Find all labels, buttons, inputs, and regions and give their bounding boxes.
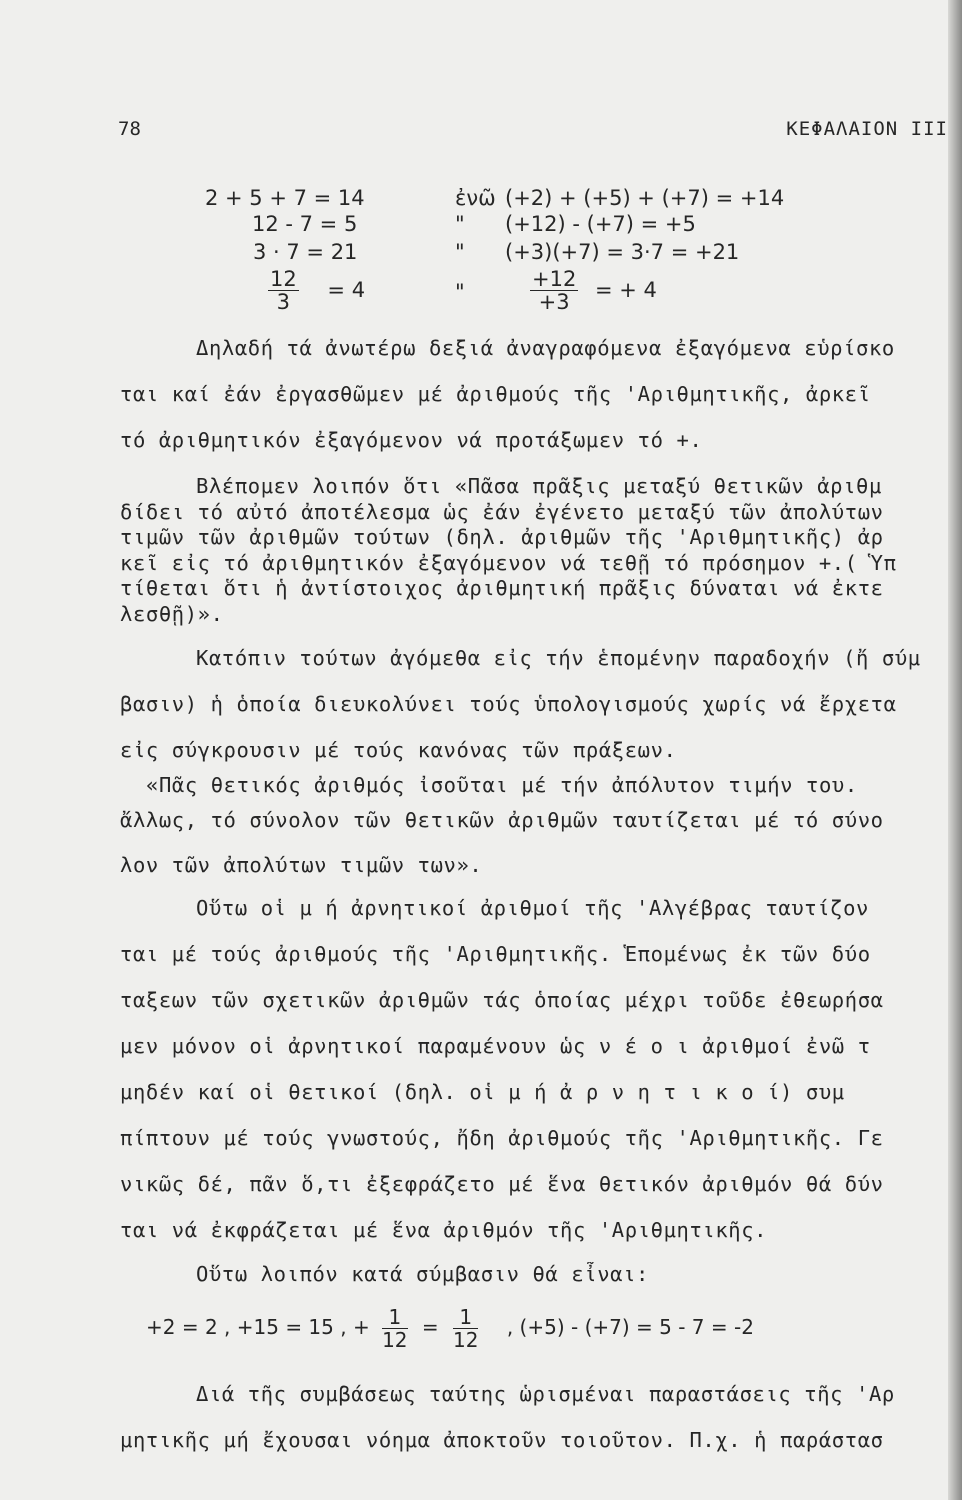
text-line: βασιν) ἡ ὁποία διευκολύνει τούς ὑπολογισμούς χωρίς νά ἔρχετα [120,692,897,716]
fraction-numerator: 12 [270,267,297,291]
text-line: μητικῆς μή ἔχουσαι νόημα ἀποκτοῦν τοιοῦτον. Π.χ. ἡ παράστασ [120,1428,884,1452]
fraction-12-3 [268,268,299,313]
text-line: μηδέν καί οἱ θετικοί (δηλ. οἱ μ ή ἀ ρ ν η τ ι κ ο ί) συμ [120,1080,845,1104]
convention-equation [146,1306,754,1351]
fraction-signed [530,268,578,313]
text-line: ται καί ἐάν ἐργασθῶμεν μέ ἀριθμούς τῆς 'Αριθμητικῆς, ἀρκεῖ [120,382,871,406]
equation-3-right: (+3)(+7) = 3·7 = +21 [505,240,740,264]
equals-sign: = [421,1315,439,1339]
text-line: Οὕτω οἱ μ ή ἀρνητικοί ἀριθμοί τῆς 'Αλγέβρας ταυτίζον [196,896,869,920]
text-line: ται μέ τούς ἀριθμούς τῆς 'Αριθμητικῆς. Ἑπομένως ἐκ τῶν δύο [120,942,871,966]
text-line: κεῖ εἰς τό ἀριθμητικόν ἐξαγόμενον νά τεθῇ τό πρόσημον +.( Ὑπ [120,551,897,575]
chapter-title: ΚΕΦΑΛΑΙΟΝ III [786,118,948,140]
fraction-one-twelfth [453,1306,478,1351]
fraction-numerator: 1 [453,1306,478,1329]
text-line: Βλέπομεν λοιπόν ὅτι «Πᾶσα πρᾶξις μεταξύ θετικῶν ἀριθμ [196,474,882,498]
fraction-result: = + 4 [595,277,657,302]
convention-part-2: , (+5) - (+7) = 5 - 7 = -2 [506,1315,754,1339]
underlined-span: λον τῶν ἀπολύτων τιμῶν των». [120,853,483,877]
fraction-denominator: 12 [382,1328,408,1352]
text-line: λεσθῇ)». [120,602,224,626]
equation-3-ditto: " [455,240,465,264]
text-line: μεν μόνον οἱ ἀρνητικοί παραμένουν ὡς ν έ ο ι ἀριθμοί ἐνῶ τ [120,1034,871,1058]
text-line: Οὕτω λοιπόν κατά σύμβασιν θά εἶναι: [196,1262,649,1286]
text-line: νικῶς δέ, πᾶν ὅ,τι ἐξεφράζετο μέ ἕνα θετικόν ἀριθμόν θά δύν [120,1172,884,1196]
fraction-one-twelfth [382,1306,407,1351]
text-line: ται νά ἐκφράζεται μέ ἕνα ἀριθμόν τῆς 'Αριθμητικῆς. [120,1218,768,1242]
fraction-numerator: +12 [532,267,577,291]
text-line: ταξεων τῶν σχετικῶν ἀριθμῶν τάς ὁποίας μέχρι τοῦδε ἐθεωρήσα [120,988,884,1012]
equation-4-right [530,268,657,313]
text-line: Διά τῆς συμβάσεως ταύτης ὡρισμέναι παραστάσεις τῆς 'Αρ [196,1382,895,1406]
equation-1-right: (+2) + (+5) + (+7) = +14 [505,186,785,210]
equation-2-ditto: " [455,212,465,236]
fraction-denominator: 3 [276,290,291,314]
fraction-denominator: 12 [453,1328,479,1352]
underlined-text-line: «Πᾶς θετικός ἀριθμός ἰσοῦται μέ τήν ἀπόλυτον τιμήν του. [146,773,858,797]
equation-1-conj: ἐνῶ [455,186,496,210]
convention-part-1: +2 = 2 , +15 = 15 , + [146,1315,370,1339]
fraction-numerator: 1 [382,1306,407,1329]
page-number: 78 [118,118,141,140]
equation-1-left: 2 + 5 + 7 = 14 [205,186,365,210]
equation-2-right: (+12) - (+7) = +5 [505,212,696,236]
text-line: εἰς σύγκρουσιν μέ τούς κανόνας τῶν πράξεων. [120,738,677,762]
equation-4-left [268,268,365,313]
equation-3-left: 3 · 7 = 21 [253,240,358,264]
text-line: Κατόπιν τούτων ἀγόμεθα εἰς τήν ἑπομένην παραδοχήν (ἤ σύμ [196,646,921,670]
fraction-denominator: +3 [538,290,570,314]
text-line: δίδει τό αὐτό ἀποτέλεσμα ὡς ἐάν ἐγένετο μεταξύ τῶν ἀπολύτων [120,500,884,524]
text-line: τίθεται ὅτι ἡ ἀντίστοιχος ἀριθμητική πρᾶξις δύναται νά ἐκτε [120,576,884,600]
equation-4-ditto: " [455,280,465,304]
text-line: τιμῶν τῶν ἀριθμῶν τούτων (δηλ. ἀριθμῶν τῆς 'Αριθμητικῆς) ἀρ [120,525,884,549]
text-line: τό ἀριθμητικόν ἐξαγόμενον νά προτάξωμεν τό +. [120,428,703,452]
text-line: πίπτουν μέ τούς γνωστούς, ἤδη ἀριθμούς τῆς 'Αριθμητικῆς. Γε [120,1126,884,1150]
underlined-text-line [120,853,956,877]
fraction-result: = 4 [327,277,366,302]
equation-2-left: 12 - 7 = 5 [252,212,358,236]
text-line: Δηλαδή τά ἀνωτέρω δεξιά ἀναγραφόμενα ἐξαγόμενα εὑρίσκο [196,336,895,360]
underlined-text-line: ἄλλως, τό σύνολον τῶν θετικῶν ἀριθμῶν ταυτίζεται μέ τό σύνο [120,808,884,832]
